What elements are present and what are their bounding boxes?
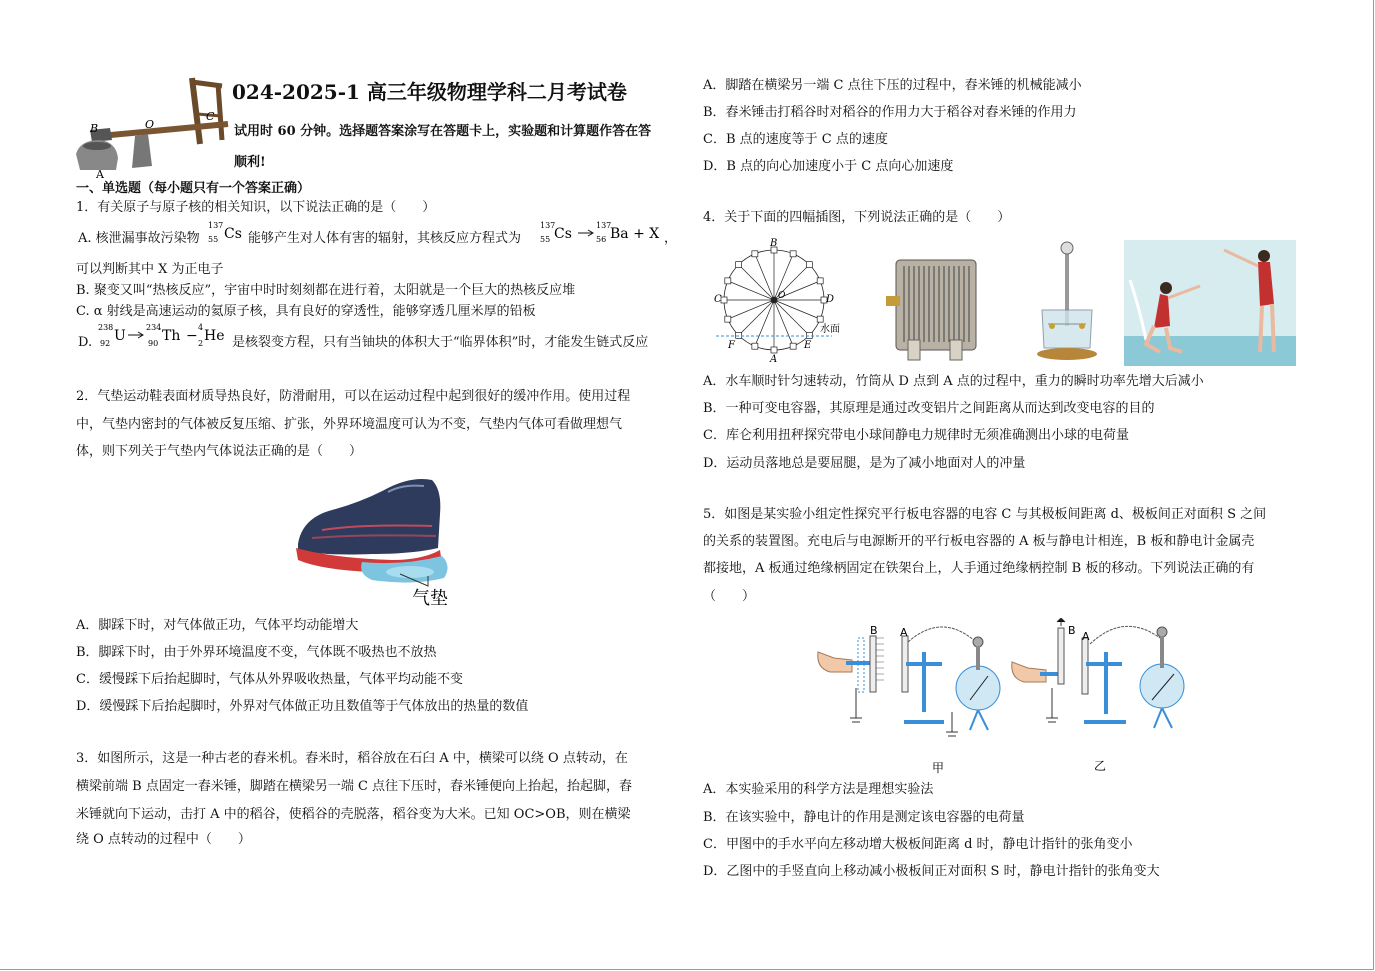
svg-text:55: 55 (540, 235, 551, 244)
uranium-decay-equation (96, 322, 232, 350)
setup-yi (1012, 618, 1184, 773)
svg-text:238: 238 (98, 323, 114, 332)
q3-option-a: A．脚踏在横梁另一端 C 点往下压的过程中，舂米锤的机械能减小 (703, 78, 1082, 93)
air-cushion-shoe-image (292, 474, 462, 610)
wheel-label-o: O (778, 291, 786, 301)
q2-stem-line-3: 体，则下列关于气垫内气体说法正确的是（ ） (76, 444, 363, 459)
q3-option-d: D．B 点的向心加速度小于 C 点向心加速度 (703, 159, 954, 174)
plate-a-label-jia: A (900, 626, 908, 639)
q3-stem-line-3: 米锤就向下运动，击打 A 中的稻谷，使稻谷的壳脱落，稻谷变为大米。已知 OC>OB，则在横梁 (76, 807, 631, 822)
nuclide-cs-137 (206, 220, 248, 246)
wheel-label-e: E (804, 340, 812, 351)
q3-stem-line-2: 横梁前端 B 点固定一舂米锤，脚踏在横梁另一端 C 点往下压时，舂米锤便向上抬起，抬起脚，舂 (76, 779, 633, 794)
q5-option-b: B．在该实验中，静电计的作用是测定该电容器的电荷量 (703, 810, 1025, 825)
q5-option-d: D．乙图中的手竖直向上移动减小极板间正对面积 S 时，静电计指针的张角变大 (703, 864, 1160, 879)
svg-text:−: − (186, 328, 198, 344)
plate-b-label-jia: B (870, 624, 878, 637)
q3-option-c: C．B 点的速度等于 C 点的速度 (703, 132, 888, 147)
svg-text:2: 2 (198, 339, 204, 348)
q1-option-a-middle: 能够产生对人体有害的辐射，其核反应方程式为 (248, 231, 522, 246)
wheel-label-f: F (728, 340, 735, 351)
cs-decay-equation (538, 220, 666, 246)
q1-option-a-prefix: A. 核泄漏事故污染物 (78, 231, 200, 246)
q5-option-c: C．甲图中的手水平向左移动增大极板间距离 d 时，静电计指针的张角变小 (703, 837, 1133, 852)
exam-title: 024-2025-1 高三年级物理学科二月考试卷 (232, 80, 627, 104)
rice-mill-figure (70, 74, 240, 184)
q3-stem-line-4: 绕 O 点转动的过程中（ ） (76, 832, 251, 847)
q2-option-c: C．缓慢踩下后抬起脚时，气体从外界吸收热量，气体平均动能不变 (76, 672, 463, 687)
q1-option-d: 是核裂变方程，只有当铀块的体积大于“临界体积”时，才能发生链式反应 (232, 335, 649, 350)
plate-a-label-yi: A (1082, 630, 1090, 643)
svg-text:Ba + X: Ba + X (610, 226, 660, 242)
svg-text:U: U (114, 328, 126, 344)
q5-option-a: A．本实验采用的科学方法是理想实验法 (703, 782, 934, 797)
rice-mill-label-b: B (90, 122, 99, 135)
section-heading: 一、单选题（每小题只有一个答案正确） (76, 181, 311, 196)
svg-text:56: 56 (596, 235, 607, 244)
q2-option-b: B．脚踩下时，由于外界环境温度不变，气体既不吸热也不放热 (76, 645, 437, 660)
svg-text:55: 55 (208, 235, 219, 244)
q1-stem: 1．有关原子与原子核的相关知识，以下说法正确的是（ ） (76, 200, 436, 215)
instructions-line-1: 试用时 60 分钟。选择题答案涂写在答题卡上，实验题和计算题作答在答 (234, 124, 652, 139)
q4-option-a: A．水车顺时针匀速转动，竹筒从 D 点到 A 点的过程中，重力的瞬时功率先增大后减小 (703, 374, 1204, 389)
figure-label-yi: 乙 (1094, 759, 1107, 773)
q4-option-b: B．一种可变电容器，其原理是通过改变铝片之间距离从而达到改变电容的目的 (703, 401, 1155, 416)
q4-option-d: D．运动员落地总是要屈腿，是为了减小地面对人的冲量 (703, 456, 1026, 471)
svg-text:Cs: Cs (554, 226, 572, 242)
svg-text:137: 137 (208, 221, 224, 230)
q1-option-b: B. 聚变又叫“热核反应”，宇宙中时时刻刻都在进行着，太阳就是一个巨大的热核反应堆 (76, 283, 576, 298)
svg-text:He: He (204, 328, 225, 344)
q4-option-c: C．库仑利用扭秤探究带电小球间静电力规律时无须准确测出小球的电荷量 (703, 428, 1129, 443)
svg-text:234: 234 (146, 323, 162, 332)
q3-stem-line-1: 3．如图所示，这是一种古老的舂米机。舂米时，稻谷放在石臼 A 中，横梁可以绕 O 点转动，在 (76, 751, 628, 766)
wheel-label-a: A (770, 354, 778, 365)
rice-mill-label-o: O (145, 118, 155, 131)
torsion-balance-image (1034, 240, 1104, 364)
variable-capacitor-image (886, 244, 986, 362)
q5-stem-line-3: 都接地，A 板通过绝缘柄固定在铁架台上，人手通过绝缘柄控制 B 板的移动。下列说法正确的有 (703, 561, 1255, 576)
svg-text:4: 4 (198, 323, 204, 332)
q5-stem-line-1: 5．如图是某实验小组定性探究平行板电容器的电容 C 与其极板间距离 d、极板间正对面积 S 之间 (703, 507, 1267, 522)
svg-text:Cs: Cs (224, 226, 242, 242)
plate-b-label-yi: B (1068, 624, 1076, 637)
q4-stem: 4．关于下面的四幅插图，下列说法正确的是（ ） (703, 210, 1011, 225)
svg-text:92: 92 (100, 339, 111, 348)
rice-mill-label-c: C (206, 110, 215, 123)
q1-option-d-prefix: D. (78, 335, 93, 350)
q5-stem-line-2: 的关系的装置图。充电后与电源断开的平行板电容器的 A 板与静电计相连，B 板和静电计金属壳 (703, 534, 1255, 549)
setup-jia (818, 624, 1000, 775)
q1-option-c: C. α 射线是高速运动的氦原子核，具有良好的穿透性，能够穿透几厘米厚的铅板 (76, 304, 536, 319)
air-cushion-label: 气垫 (412, 588, 448, 609)
q3-option-b: B．舂米锤击打稻谷时对稻谷的作用力大于稻谷对舂米锤的作用力 (703, 105, 1077, 120)
capacitor-experiment-figure (812, 618, 1204, 776)
svg-text:137: 137 (540, 221, 556, 230)
svg-text:137: 137 (596, 221, 612, 230)
q1-option-a-line-2: 可以判断其中 X 为正电子 (76, 262, 224, 277)
instructions-line-2: 顺利! (234, 155, 266, 170)
gymnast-landing-image (1124, 240, 1296, 366)
water-wheel-figure (712, 236, 848, 366)
q1-option-a-comma: ， (664, 231, 678, 246)
q2-stem-line-1: 2．气垫运动鞋表面材质导热良好，防滑耐用，可以在运动过程中起到很好的缓冲作用。使用过程 (76, 389, 631, 404)
q2-option-d: D．缓慢踩下后抬起脚时，外界对气体做正功且数值等于气体放出的热量的数值 (76, 699, 529, 714)
q2-option-a: A．脚踩下时，对气体做正功，气体平均动能增大 (76, 618, 359, 633)
svg-text:90: 90 (148, 339, 159, 348)
figure-label-jia: 甲 (932, 761, 945, 775)
q2-stem-line-2: 中，气垫内密封的气体被反复压缩、扩张，外界环境温度可认为不变，气垫内气体可看做理想气 (76, 417, 623, 432)
svg-text:Th: Th (162, 328, 181, 344)
rice-mill-label-a: A (96, 168, 104, 181)
q5-stem-line-4: （ ） (703, 589, 756, 604)
wheel-label-b: B (770, 238, 778, 249)
wheel-water-label: 水面 (820, 324, 840, 335)
wheel-label-d: D (826, 294, 835, 305)
wheel-label-c: C (714, 294, 722, 305)
